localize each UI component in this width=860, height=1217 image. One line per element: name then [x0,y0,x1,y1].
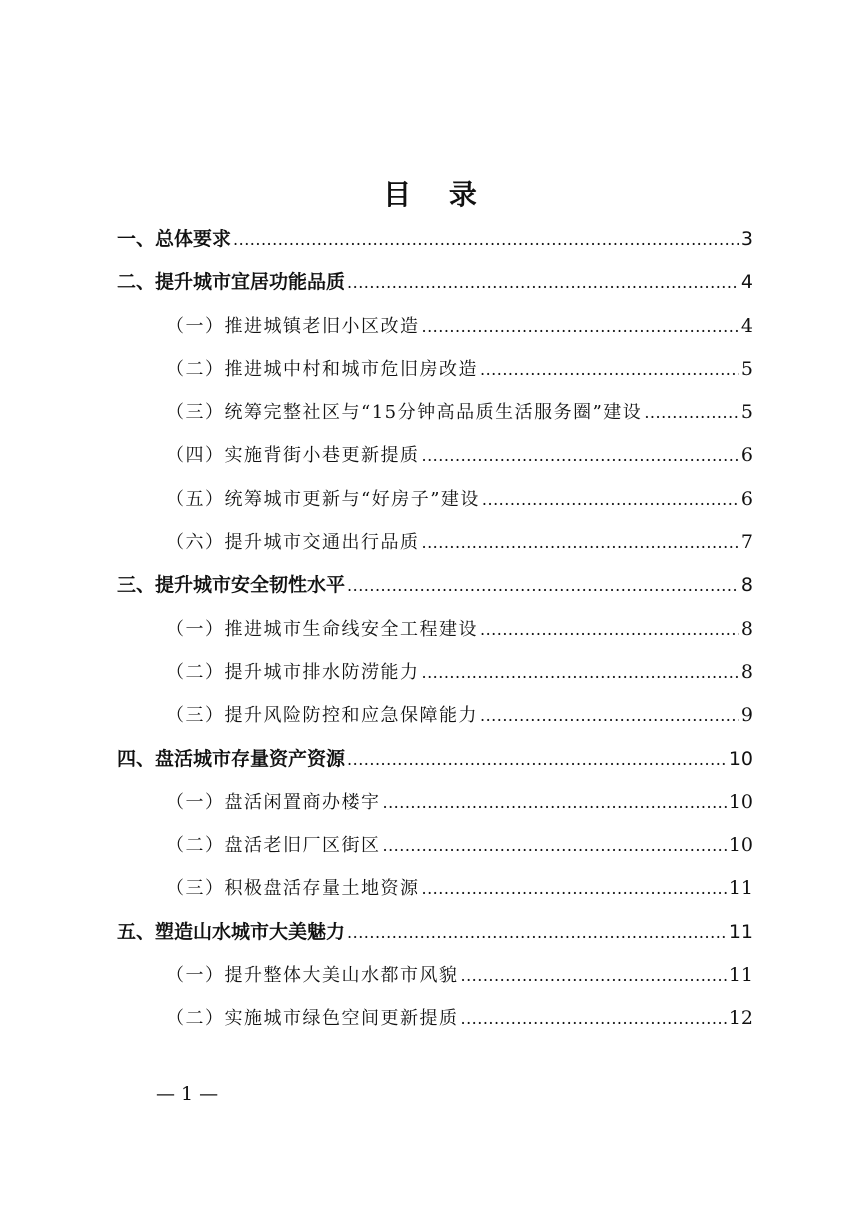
toc-dot-leader [480,348,739,391]
toc-entry-title: （二）实施城市绿色空间更新提质 [166,1008,459,1030]
toc-entry-page: 11 [728,920,753,943]
toc-dot-leader [644,391,739,434]
toc-dot-leader [383,824,727,867]
toc-subsection-entry[interactable] [117,824,753,867]
toc-dot-leader [422,867,727,910]
toc-entry-title: （四）实施背街小巷更新提质 [166,445,420,467]
toc-entry-page: 10 [728,790,753,813]
toc-entry-title: （二）盘活老旧厂区街区 [166,835,381,857]
toc-dot-leader [422,434,739,477]
toc-entry-title: 三、提升城市安全韧性水平 [117,574,346,597]
toc-entry-page: 11 [728,964,753,987]
toc-entry-title: （一）提升整体大美山水都市风貌 [166,965,459,987]
toc-entry-page: 10 [728,834,753,857]
toc-entry-page: 6 [740,444,753,467]
toc-subsection-entry[interactable] [117,391,753,434]
toc-subsection-entry[interactable] [117,954,753,997]
toc-dot-leader [461,954,727,997]
toc-subsection-entry[interactable] [117,867,753,910]
toc-entry-page: 10 [728,747,753,770]
toc-entry-page: 8 [740,660,753,683]
toc-dot-leader [422,521,739,564]
toc-entry-page: 9 [740,704,753,727]
toc-entry-page: 6 [740,487,753,510]
toc-entry-title: （六）提升城市交通出行品质 [166,532,420,554]
toc-entry-title: 一、总体要求 [117,228,232,250]
toc-entry-page: 11 [728,877,753,900]
toc-dot-leader [347,738,727,781]
toc-entry-page: 5 [740,357,753,380]
page-number: — 1 — [156,1083,219,1105]
toc-entry-title: 四、盘活城市存量资产资源 [117,747,346,770]
toc-entry-page: 12 [728,1007,753,1030]
toc-entry-page: 7 [740,531,753,554]
toc-dot-leader [461,997,727,1040]
toc-section-entry[interactable] [117,564,753,607]
toc-subsection-entry[interactable] [117,521,753,564]
toc-dot-leader [482,478,739,521]
toc-entry-page: 8 [740,617,753,640]
toc-entry-title: （三）积极盘活存量土地资源 [166,878,420,900]
toc-dot-leader [422,651,739,694]
toc-dot-leader [347,261,739,304]
toc-entry-title: （一）推进城市生命线安全工程建设 [166,618,478,640]
toc-entry-title: （三）提升风险防控和应急保障能力 [166,705,478,727]
toc-dot-leader [233,218,739,261]
toc-dot-leader [480,694,739,737]
toc-dot-leader [347,564,739,607]
toc-entry-page: 4 [740,271,753,294]
toc-section-entry[interactable] [117,911,753,954]
page-title: 目 录 [383,178,491,211]
toc-dot-leader [480,608,739,651]
toc-subsection-entry[interactable] [117,997,753,1040]
toc-dot-leader [422,305,739,348]
toc-entry-title: 二、提升城市宜居功能品质 [117,271,346,294]
toc-entry-page: 4 [740,314,753,337]
toc-entry-page: 3 [740,228,753,250]
toc-entry-title: （一）推进城镇老旧小区改造 [166,315,420,337]
table-of-contents [117,218,753,1041]
toc-entry-page: 8 [740,574,753,597]
toc-dot-leader [347,911,727,954]
toc-entry-title: （五）统筹城市更新与“好房子”建设 [166,488,480,510]
toc-subsection-entry[interactable] [117,608,753,651]
toc-section-entry[interactable] [117,218,753,261]
toc-entry-title: （一）盘活闲置商办楼宇 [166,791,381,813]
toc-entry-title: 五、塑造山水城市大美魅力 [117,920,346,943]
toc-dot-leader [383,781,727,824]
toc-subsection-entry[interactable] [117,478,753,521]
toc-entry-page: 5 [740,401,753,424]
toc-subsection-entry[interactable] [117,348,753,391]
toc-subsection-entry[interactable] [117,694,753,737]
toc-section-entry[interactable] [117,738,753,781]
toc-subsection-entry[interactable] [117,651,753,694]
toc-section-entry[interactable] [117,261,753,304]
toc-entry-title: （二）推进城中村和城市危旧房改造 [166,358,478,380]
toc-subsection-entry[interactable] [117,781,753,824]
toc-subsection-entry[interactable] [117,305,753,348]
toc-entry-title: （三）统筹完整社区与“15分钟高品质生活服务圈”建设 [166,402,643,424]
toc-entry-title: （二）提升城市排水防涝能力 [166,661,420,683]
toc-subsection-entry[interactable] [117,434,753,477]
